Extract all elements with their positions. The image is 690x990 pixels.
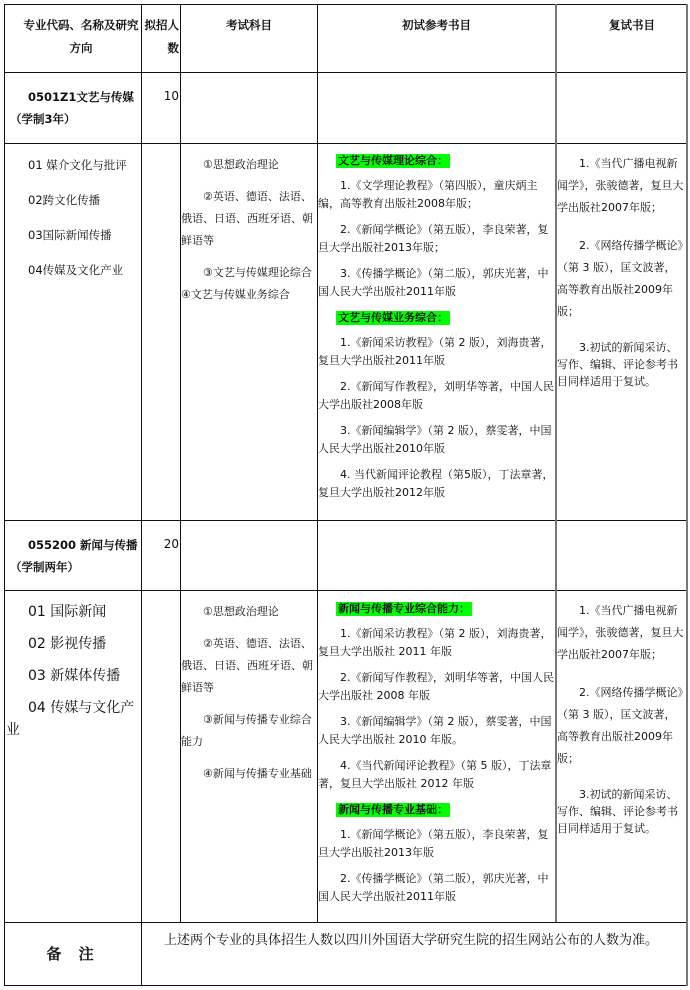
program-2-title <box>10 534 140 578</box>
subject-item: ②英语、德语、法语、俄语、日语、西班牙语、朝鲜语等 <box>181 190 313 247</box>
program-1-quota: 10 <box>163 89 179 103</box>
book-category-highlight: 文艺与传媒理论综合： <box>338 154 448 167</box>
program-1-directions <box>28 157 140 297</box>
program-2-quota: 20 <box>163 537 179 551</box>
book-item: 1.《新闻采访教程》（第 2 版），刘海贵著，复旦大学出版社2011年版 <box>318 336 552 367</box>
table-border-left <box>4 4 5 986</box>
subject-item: ③新闻与传播专业综合能力 <box>181 713 312 748</box>
direction-item: 03国际新闻传播 <box>28 228 112 242</box>
subject-item: ④新闻与传播专业基础 <box>203 767 312 780</box>
row-divider <box>4 72 688 73</box>
program-duration: （学制3年） <box>10 112 76 126</box>
book-item: 1.《新闻采访教程》（第 2 版），刘海贵著，复旦大学出版社 2011 年版 <box>318 627 552 658</box>
table-border-top <box>4 4 688 5</box>
book-item: 1.《文学理论教程》（第四版），童庆炳主编，高等教育出版社2008年版； <box>318 179 538 210</box>
remark-label: 备 注 <box>46 945 100 963</box>
retest-book-item: 2.《网络传播学概论》（第 3 版），匡文波著，高等教育出版社2009年版； <box>557 239 683 318</box>
row-divider <box>4 922 688 923</box>
retest-book-item: 2.《网络传播学概论》（第 3 版），匡文波著，高等教育出版社2009年版； <box>557 686 683 765</box>
book-item: 2.《新闻写作教程》，刘明华等著，中国人民大学出版社 2008 年版 <box>318 671 554 702</box>
book-item: 2.《传播学概论》（第二版），郭庆光著，中国人民大学出版社2011年版 <box>318 872 549 903</box>
direction-item: 02 影视传播 <box>28 636 107 652</box>
direction-item: 01 媒介文化与批评 <box>28 158 127 172</box>
header-subjects: 考试科目 <box>226 18 272 32</box>
book-item: 3.《传播学概论》（第二版），郭庆光著，中国人民大学出版社2011年版 <box>318 267 549 298</box>
direction-item: 03 新媒体传播 <box>28 668 121 684</box>
subject-item: ②英语、德语、法语、俄语、日语、西班牙语、朝鲜语等 <box>181 637 313 694</box>
book-item: 3.《新闻编辑学》（第 2 版），蔡雯著，中国人民大学出版社2010年版 <box>318 424 552 455</box>
subject-item: ③文艺与传媒理论综合④文艺与传媒业务综合 <box>181 266 312 301</box>
program-2-retest-books <box>557 600 685 853</box>
program-2-subjects <box>181 601 317 795</box>
program-1-subjects <box>181 154 317 316</box>
header-quota: 拟招人数 <box>144 18 179 55</box>
table-border-right <box>686 4 688 986</box>
column-divider <box>141 4 142 986</box>
book-category-highlight: 新闻与传播专业综合能力： <box>338 602 470 615</box>
direction-item: 02跨文化传播 <box>28 193 101 207</box>
program-code-name: 055200 新闻与传播 <box>28 538 138 552</box>
book-item: 2.《新闻学概论》（第五版），李良荣著，复旦大学出版社2013年版； <box>318 223 549 254</box>
retest-book-item: 3.初试的新闻采访、写作、编辑、评论参考书目同样适用于复试。 <box>557 788 678 835</box>
row-divider <box>4 520 688 521</box>
program-1-title <box>10 86 140 130</box>
book-item: 4.《当代新闻评论教程》（第 5 版），丁法章著，复旦大学出版社 2012 年版 <box>318 759 552 790</box>
program-code-name: 0501Z1文艺与传媒 <box>28 90 134 104</box>
retest-book-item: 1.《当代广播电视新闻学》，张骏德著，复旦大学出版社2007年版； <box>557 604 684 661</box>
program-2-initial-books <box>318 600 554 914</box>
direction-item: 04 传媒与文化产业 <box>6 700 135 738</box>
header-major: 专业代码、名称及研究方向 <box>23 18 139 55</box>
program-duration: （学制两年） <box>10 560 79 574</box>
book-category-highlight: 文艺与传媒业务综合： <box>338 311 448 324</box>
table-border-bottom <box>4 985 688 986</box>
book-item: 4. 当代新闻评论教程（第5版），丁法章著，复旦大学出版社2012年版 <box>318 468 554 499</box>
retest-book-item: 1.《当代广播电视新闻学》，张骏德著，复旦大学出版社2007年版； <box>557 157 684 214</box>
direction-item: 01 国际新闻 <box>28 604 107 620</box>
subject-item: ①思想政治理论 <box>203 158 279 171</box>
book-item: 1.《新闻学概论》（第五版），李良荣著，复旦大学出版社2013年版 <box>318 828 549 859</box>
retest-book-item: 3.初试的新闻采访、写作、编辑、评论参考书目同样适用于复试。 <box>557 341 678 388</box>
header-initial-books: 初试参考书目 <box>402 18 471 32</box>
program-1-retest-books <box>557 153 685 406</box>
book-item: 3.《新闻编辑学》（第 2 版），蔡雯著，中国人民大学出版社 2010 年版。 <box>318 715 552 746</box>
book-item: 2.《新闻写作教程》，刘明华等著，中国人民大学出版社2008年版 <box>318 380 554 411</box>
row-divider <box>4 590 688 591</box>
direction-item: 04传媒及文化产业 <box>28 263 124 277</box>
program-2-directions <box>6 601 140 751</box>
subject-item: ①思想政治理论 <box>203 605 279 618</box>
header-retest-books: 复试书目 <box>609 18 655 32</box>
program-1-initial-books <box>318 152 554 510</box>
book-category-highlight: 新闻与传播专业基础： <box>338 803 448 816</box>
row-divider <box>4 143 688 144</box>
remark-text: 上述两个专业的具体招生人数以四川外国语大学研究生院的招生网站公布的人数为准。 <box>164 933 659 948</box>
